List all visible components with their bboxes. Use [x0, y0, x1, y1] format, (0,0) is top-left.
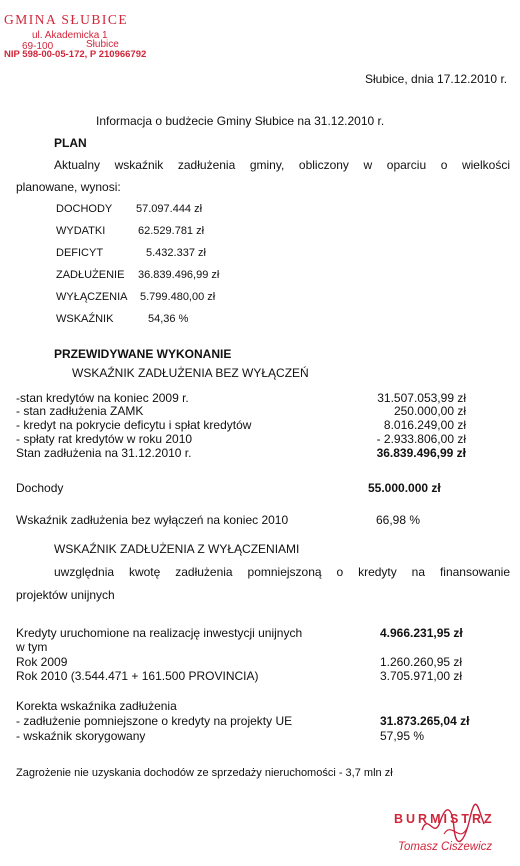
- debt-row-value: 31.507.053,99 zł: [377, 391, 466, 405]
- year-2010-value: 3.705.971,00 zł: [380, 669, 463, 683]
- document-title: Informacja o budżecie Gminy Słubice na 31.12.2010 r.: [96, 114, 385, 128]
- reduced-debt-label: - zadłużenie pomniejszone o kredyty na projekty UE: [16, 714, 293, 728]
- debt-row-value: - 2.933.806,00 zł: [376, 432, 466, 446]
- debt-row-label: - stan zadłużenia ZAMK: [16, 404, 144, 418]
- year-2009-value: 1.260.260,95 zł: [380, 655, 463, 669]
- debt-row-label: - kredyt na pokrycie deficytu i spłat kredytów: [16, 418, 252, 432]
- debt-total-label: Stan zadłużenia na 31.12.2010 r.: [16, 446, 192, 460]
- plan-value-debt: 36.839.496,99 zł: [138, 269, 220, 281]
- in-which-label: w tym: [16, 640, 48, 654]
- corrected-ratio-label: - wskaźnik skorygowany: [16, 729, 146, 743]
- debt-row-value: 8.016.249,00 zł: [383, 418, 466, 432]
- forecast-heading: PRZEWIDYWANE WYKONANIE: [54, 347, 232, 361]
- stamp-postcode: 69-100: [22, 41, 54, 52]
- plan-label-exclusions: WYŁĄCZENIA: [56, 291, 128, 303]
- stamp-title: GMINA SŁUBICE: [4, 12, 129, 27]
- exclusions-note-line1: uwzględnia kwotę zadłużenia pomniejszoną o kredyty na finansowanie: [54, 565, 510, 579]
- eu-credits-label: Kredyty uruchomione na realizację inwestycji unijnych: [16, 626, 303, 640]
- debt-total-value: 36.839.496,99 zł: [376, 446, 466, 460]
- ratio-no-exclusions-label: Wskaźnik zadłużenia bez wyłączeń na koniec 2010: [16, 513, 289, 527]
- plan-value-exclusions: 5.799.480,00 zł: [140, 291, 216, 303]
- mayor-title: BURMISTRZ: [394, 812, 495, 826]
- plan-label-ratio: WSKAŹNIK: [56, 313, 114, 325]
- debt-row-label: -stan kredytów na koniec 2009 r.: [16, 391, 189, 405]
- debt-row-value: 250.000,00 zł: [393, 404, 466, 418]
- correction-heading: Korekta wskaźnika zadłużenia: [16, 699, 177, 713]
- eu-credits-value: 4.966.231,95 zł: [380, 626, 463, 640]
- revenue-risk-note: Zagrożenie nie uzyskania dochodów ze sprzedaży nieruchomości - 3,7 mln zł: [16, 767, 393, 779]
- date-line: Słubice, dnia 17.12.2010 r.: [365, 72, 508, 86]
- plan-heading: PLAN: [54, 136, 87, 150]
- plan-label-expenses: WYDATKI: [56, 225, 106, 237]
- plan-value-ratio: 54,36 %: [148, 313, 189, 325]
- forecast-subheading-with-exclusions: WSKAŹNIK ZADŁUŻENIA Z WYŁĄCZENIAMI: [54, 542, 300, 556]
- stamp-street: ul. Akademicka 1: [32, 30, 108, 41]
- plan-label-income: DOCHODY: [56, 203, 113, 215]
- stamp-city: Słubice: [86, 39, 119, 50]
- year-2010-label: Rok 2010 (3.544.471 + 161.500 PROVINCIA): [16, 669, 259, 683]
- plan-label-debt: ZADŁUŻENIE: [56, 269, 125, 281]
- income-label: Dochody: [16, 481, 64, 495]
- plan-value-expenses: 62.529.781 zł: [138, 225, 205, 237]
- debt-row-label: - spłaty rat kredytów w roku 2010: [16, 432, 193, 446]
- plan-intro-line1: Aktualny wskaźnik zadłużenia gminy, obliczony w oparciu o wielkości: [54, 158, 510, 172]
- ratio-no-exclusions-value: 66,98 %: [376, 513, 421, 527]
- plan-value-deficit: 5.432.337 zł: [146, 247, 206, 259]
- income-value: 55.000.000 zł: [368, 481, 441, 495]
- mayor-name: Tomasz Ciszewicz: [398, 841, 493, 853]
- corrected-ratio-value: 57,95 %: [380, 729, 425, 743]
- reduced-debt-value: 31.873.265,04 zł: [380, 714, 470, 728]
- plan-intro-line2: planowane, wynosi:: [16, 180, 121, 194]
- plan-value-income: 57.097.444 zł: [136, 203, 203, 215]
- stamp-ids: NIP 598-00-05-172, P 210966792: [4, 49, 147, 60]
- year-2009-label: Rok 2009: [16, 655, 68, 669]
- plan-label-deficit: DEFICYT: [56, 247, 104, 259]
- forecast-subheading-no-exclusions: WSKAŹNIK ZADŁUŻENIA BEZ WYŁĄCZEŃ: [72, 366, 309, 380]
- exclusions-note-line2: projektów unijnych: [16, 588, 115, 602]
